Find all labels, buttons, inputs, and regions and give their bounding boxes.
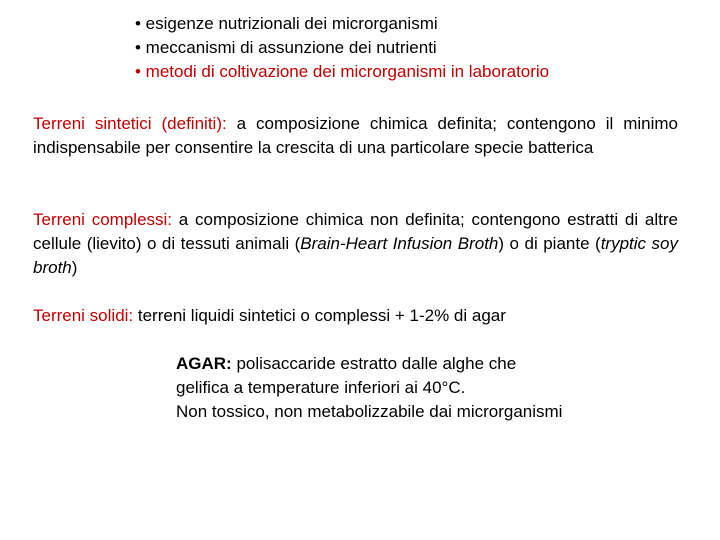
- paragraph-complex-media: [33, 208, 678, 280]
- paragraph-solid-media: [33, 304, 678, 328]
- topic-bullet-list: [135, 12, 549, 84]
- paragraph-synthetic-media: [33, 112, 678, 160]
- example-tryptic-soy-broth: tryptic soy broth: [33, 234, 678, 277]
- definition-solid-media: terreni liquidi sintetici o complessi + 1-2% di agar: [133, 306, 506, 325]
- agar-description-1: polisaccaride estratto dalle alghe che: [231, 354, 517, 373]
- agar-label: AGAR:: [176, 354, 232, 373]
- agar-line-1: [176, 352, 562, 376]
- bullet-item-cultivation-methods: • metodi di coltivazione dei microrganismi in laboratorio: [135, 62, 550, 81]
- definition-complex-media-part2: ) o di piante (: [498, 234, 601, 253]
- definition-complex-media-part1: a composizione chimica non definita; contengono estratti di altre cellule (lievito) o di tessuti animali (: [33, 210, 678, 253]
- term-solid-media: Terreni solidi:: [33, 306, 134, 325]
- definition-synthetic-media: a composizione chimica definita; contengono il minimo indispensabile per consentire la crescita di una particolare specie batterica: [33, 114, 678, 157]
- bullet-item-nutritional-needs: • esigenze nutrizionali dei microrganismi: [135, 14, 438, 33]
- example-brain-heart-infusion: Brain-Heart Infusion Broth: [300, 234, 499, 253]
- agar-note: [176, 352, 562, 424]
- agar-line-3: Non tossico, non metabolizzabile dai microrganismi: [176, 402, 563, 421]
- term-synthetic-media: Terreni sintetici (definiti):: [33, 114, 227, 133]
- agar-line-2: gelifica a temperature inferiori ai 40°C.: [176, 378, 466, 397]
- term-complex-media: Terreni complessi:: [33, 210, 173, 229]
- bullet-item-nutrient-uptake: • meccanismi di assunzione dei nutrienti: [135, 38, 437, 57]
- definition-complex-media-part3: ): [71, 258, 78, 277]
